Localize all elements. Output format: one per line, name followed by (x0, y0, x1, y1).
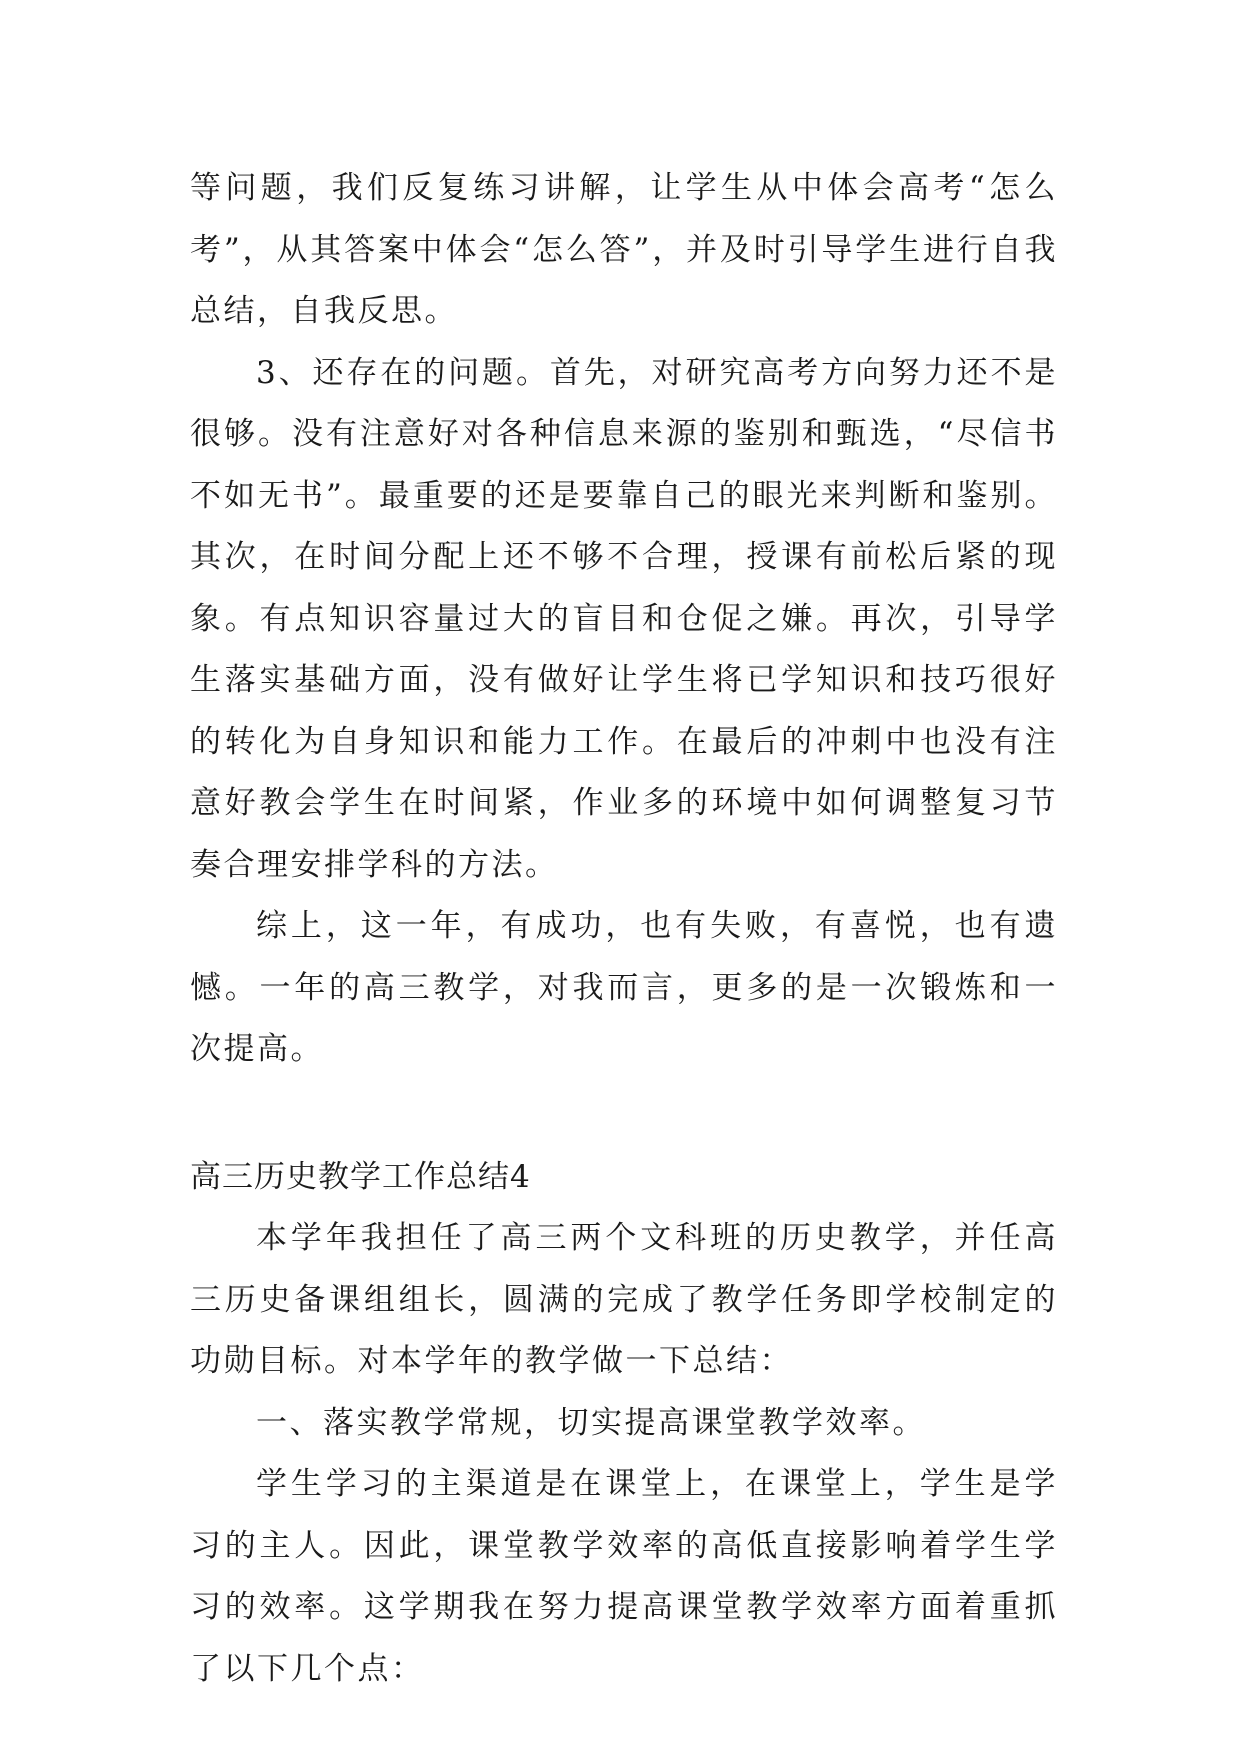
paragraph-intro: 本学年我担任了高三两个文科班的历史教学，并任高三历史备课组组长，圆满的完成了教学任务即学校制定的功勋目标。对本学年的教学做一下总结： (190, 1220, 1058, 1379)
document-body (190, 158, 1058, 1700)
paragraph-continuation: 等问题，我们反复练习讲解，让学生从中体会高考“怎么考”，从其答案中体会“怎么答”，并及时引导学生进行自我总结，自我反思。 (190, 170, 1058, 329)
paragraph-classroom: 学生学习的主渠道是在课堂上，在课堂上，学生是学习的主人。因此，课堂教学效率的高低直接影响着学生学习的效率。这学期我在努力提高课堂教学效率方面着重抓了以下几个点： (190, 1466, 1058, 1687)
paragraph-conclusion: 综上，这一年，有成功，也有失败，有喜悦，也有遗憾。一年的高三教学，对我而言，更多的是一次锻炼和一次提高。 (190, 908, 1058, 1067)
paragraph-heading-one: 一、落实教学常规，切实提高课堂教学效率。 (256, 1404, 926, 1441)
section-title: 高三历史教学工作总结4 (190, 1158, 531, 1195)
paragraph-existing-problems: 3、还存在的问题。首先，对研究高考方向努力还不是很够。没有注意好对各种信息来源的鉴别和甄选，“尽信书不如无书”。最重要的还是要靠自己的眼光来判断和鉴别。其次，在时间分配上还不够不合理，授课有前松后紧的现象。有点知识容量过大的盲目和仓促之嫌。再次，引导学生落实基础方面，没有做好让学生将已学知识和技巧很好的转化为自身知识和能力工作。在最后的冲刺中也没有注意好教会学生在时间紧，作业多的环境中如何调整复习节奏合理安排学科的方法。 (190, 354, 1058, 883)
